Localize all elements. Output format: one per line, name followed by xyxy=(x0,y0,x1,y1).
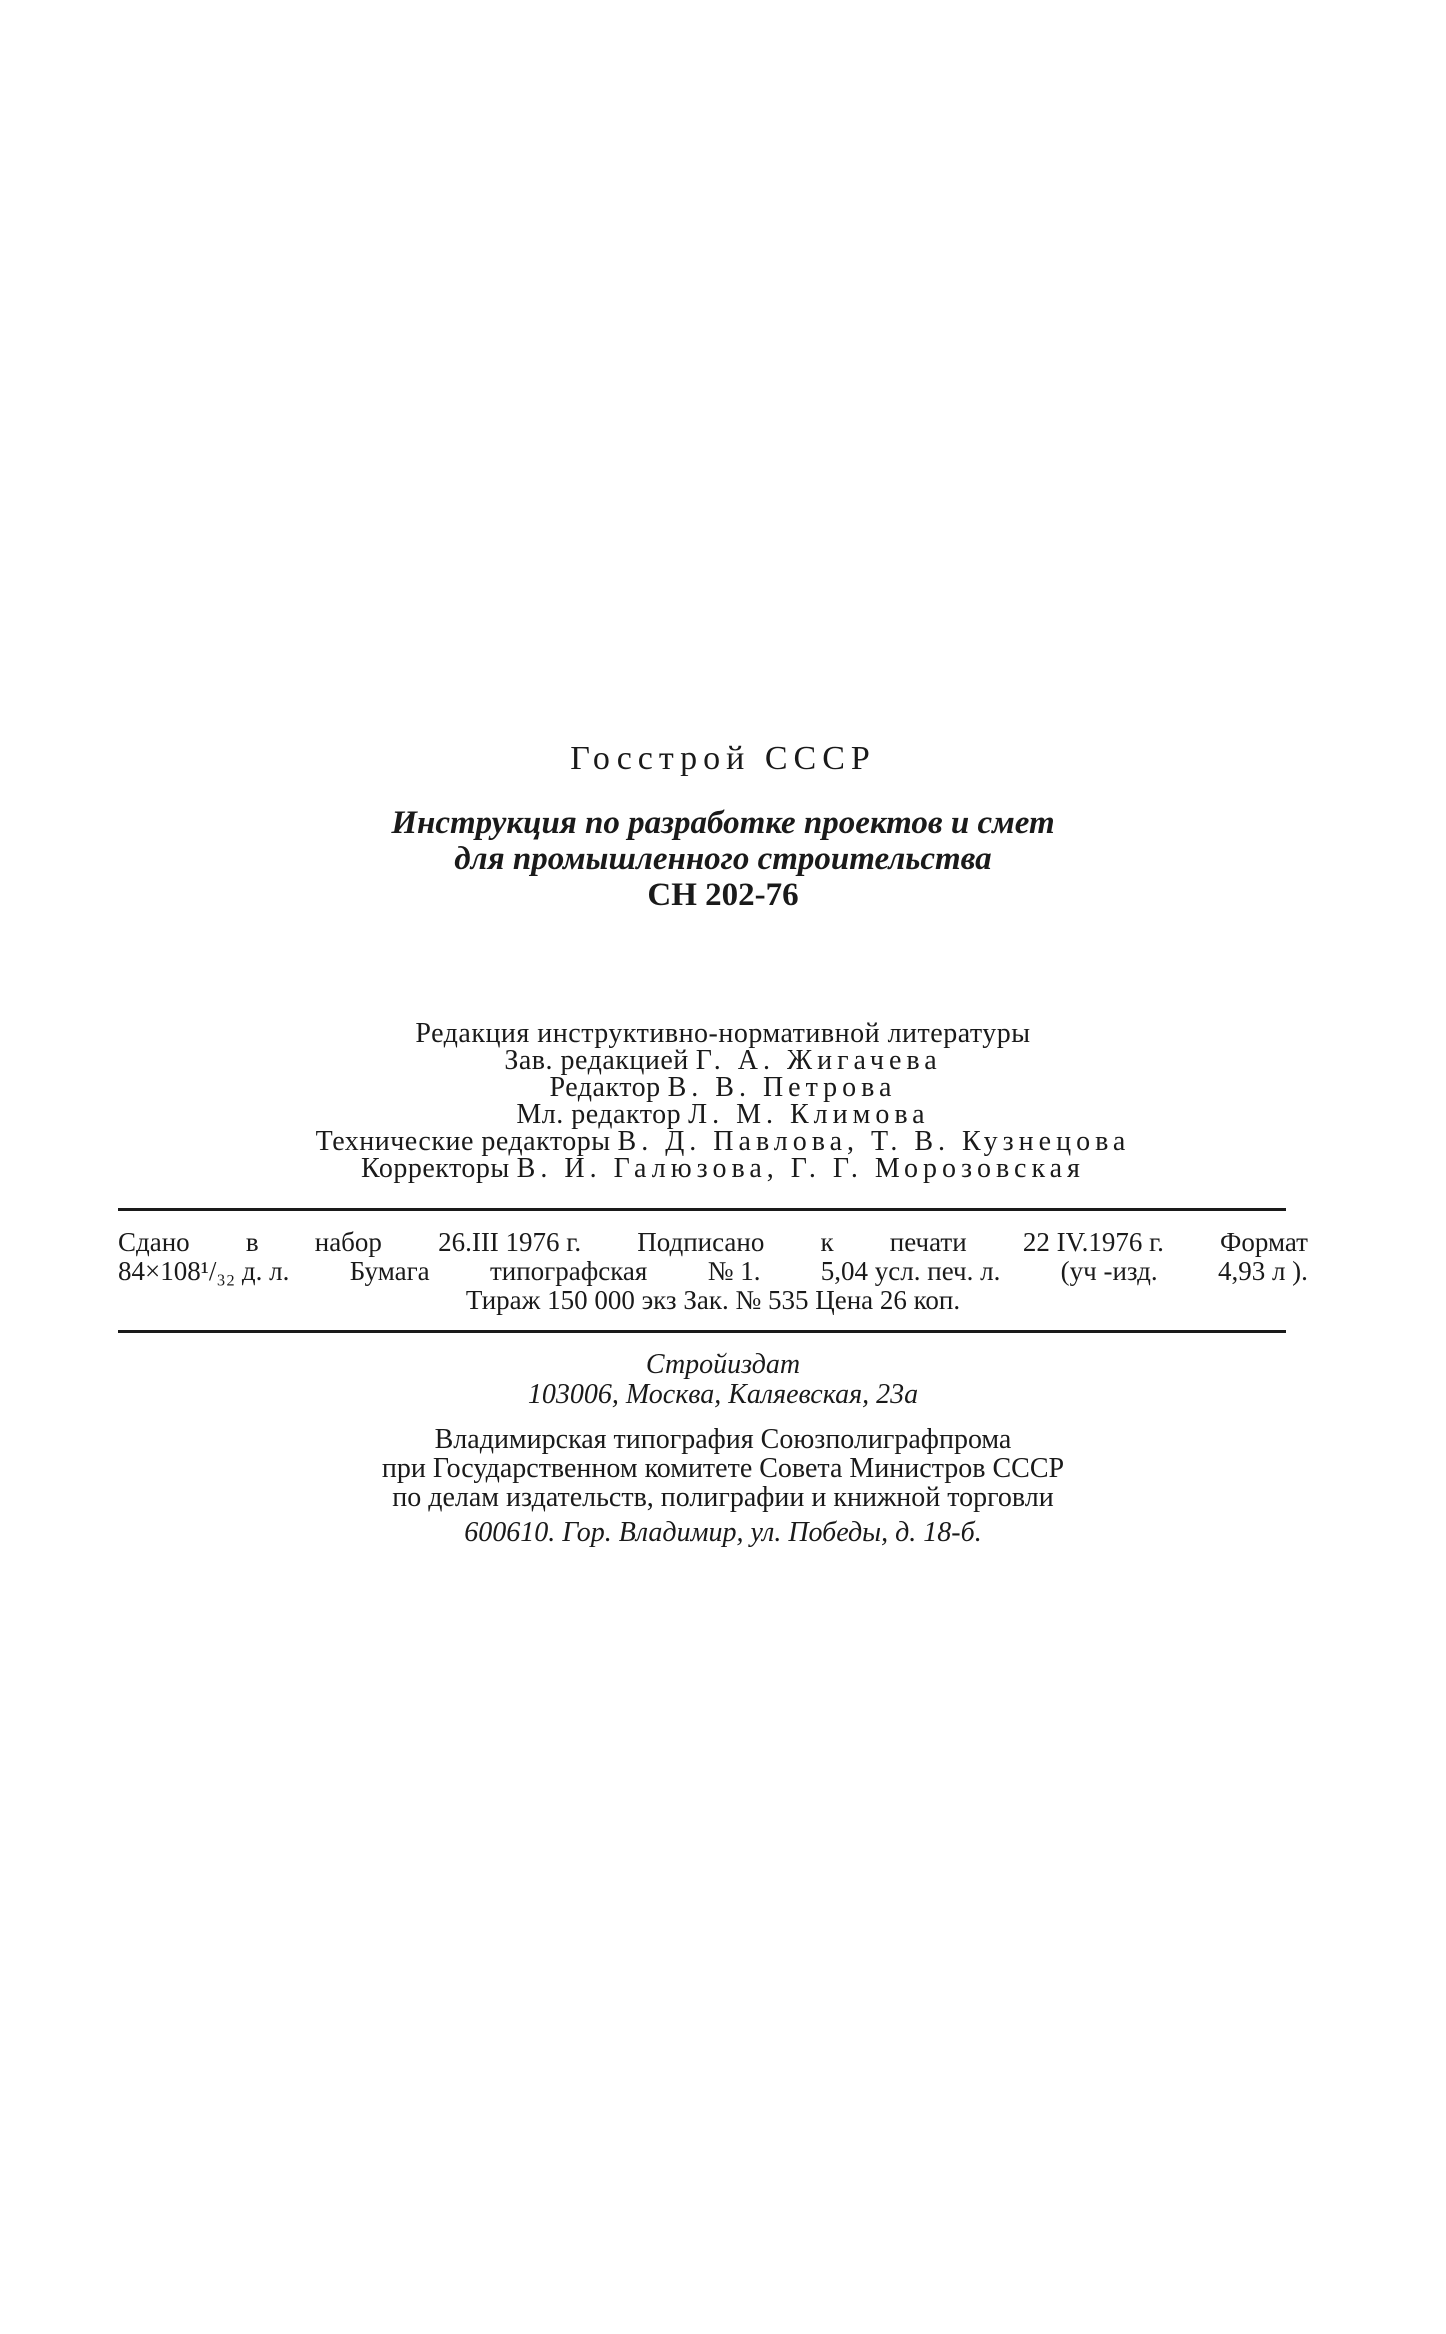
imprint-word: 5,04 усл. печ. л. xyxy=(820,1256,1001,1286)
junior-editor-line xyxy=(0,1101,1446,1128)
head-editor-role: Зав. редакцией xyxy=(504,1045,689,1076)
imprint-row-3 xyxy=(118,1286,1308,1315)
printer-line-3: по делам издательств, полиграфии и книжной торговли xyxy=(392,1482,1054,1513)
imprint-row-2 xyxy=(118,1257,1308,1286)
imprint-word: печати xyxy=(889,1227,967,1257)
imprint-word: Бумага xyxy=(349,1256,430,1286)
imprint-row-1 xyxy=(118,1228,1308,1257)
proofreaders-names: В. И. Галюзова, Г. Г. Морозовская xyxy=(516,1153,1085,1184)
tech-editors-role: Технические редакторы xyxy=(315,1126,611,1157)
imprint-word: 22 IV.1976 г. xyxy=(1022,1227,1164,1257)
publisher-name: Стройиздат xyxy=(645,1349,801,1380)
imprint-word: 84×108¹/₃₂ д. л. xyxy=(118,1256,290,1286)
divider-bottom xyxy=(118,1330,1286,1333)
head-editor-line xyxy=(0,1047,1446,1074)
printer-block xyxy=(0,1425,1446,1547)
imprint-word: № 1. xyxy=(707,1256,761,1286)
divider-top xyxy=(118,1208,1286,1211)
tech-editors-line xyxy=(0,1128,1446,1155)
organization-label: Госстрой СССР xyxy=(570,740,876,777)
imprint-word: 26.III 1976 г. xyxy=(438,1227,582,1257)
imprint-word: набор xyxy=(314,1227,382,1257)
editor-role: Редактор xyxy=(549,1072,661,1103)
imprint-word: к xyxy=(820,1227,834,1257)
printer-address: 600610. Гор. Владимир, ул. Победы, д. 18-б. xyxy=(464,1517,982,1548)
print-imprint xyxy=(118,1228,1308,1315)
editor-name: В. В. Петрова xyxy=(667,1072,897,1103)
junior-editor-name: Л. М. Климова xyxy=(688,1099,930,1130)
document-title xyxy=(0,805,1446,913)
imprint-word: (уч -изд. xyxy=(1060,1256,1158,1286)
junior-editor-role: Мл. редактор xyxy=(516,1099,682,1130)
title-line-1: Инструкция по разработке проектов и смет xyxy=(391,805,1055,841)
proofreaders-line xyxy=(0,1155,1446,1182)
printer-line-2: при Государственном комитете Совета Министров СССР xyxy=(381,1453,1065,1484)
editor-line xyxy=(0,1074,1446,1101)
proofreaders-role: Корректоры xyxy=(361,1153,510,1184)
editorial-staff xyxy=(0,1020,1446,1182)
title-line-2: для промышленного строительства xyxy=(454,841,992,877)
imprint-word: Сдано xyxy=(118,1227,190,1257)
imprint-word: типографская xyxy=(489,1256,648,1286)
organization-name xyxy=(0,740,1446,778)
imprint-word: в xyxy=(245,1227,259,1257)
publisher-block xyxy=(0,1350,1446,1410)
circulation-line: Тираж 150 000 экз Зак. № 535 Цена 26 коп. xyxy=(465,1285,961,1315)
document-code: СН 202-76 xyxy=(647,877,799,913)
head-editor-name: Г. А. Жигачева xyxy=(695,1045,942,1076)
imprint-word: 4,93 л ). xyxy=(1217,1256,1308,1286)
imprint-word: Формат xyxy=(1220,1227,1308,1257)
publisher-address: 103006, Москва, Каляевская, 23а xyxy=(527,1379,919,1410)
tech-editors-names: В. Д. Павлова, Т. В. Кузнецова xyxy=(617,1126,1131,1157)
printer-line-1: Владимирская типография Союзполиграфпрома xyxy=(434,1424,1012,1455)
editorial-office: Редакция инструктивно-нормативной литературы xyxy=(415,1018,1031,1049)
imprint-word: Подписано xyxy=(637,1227,765,1257)
